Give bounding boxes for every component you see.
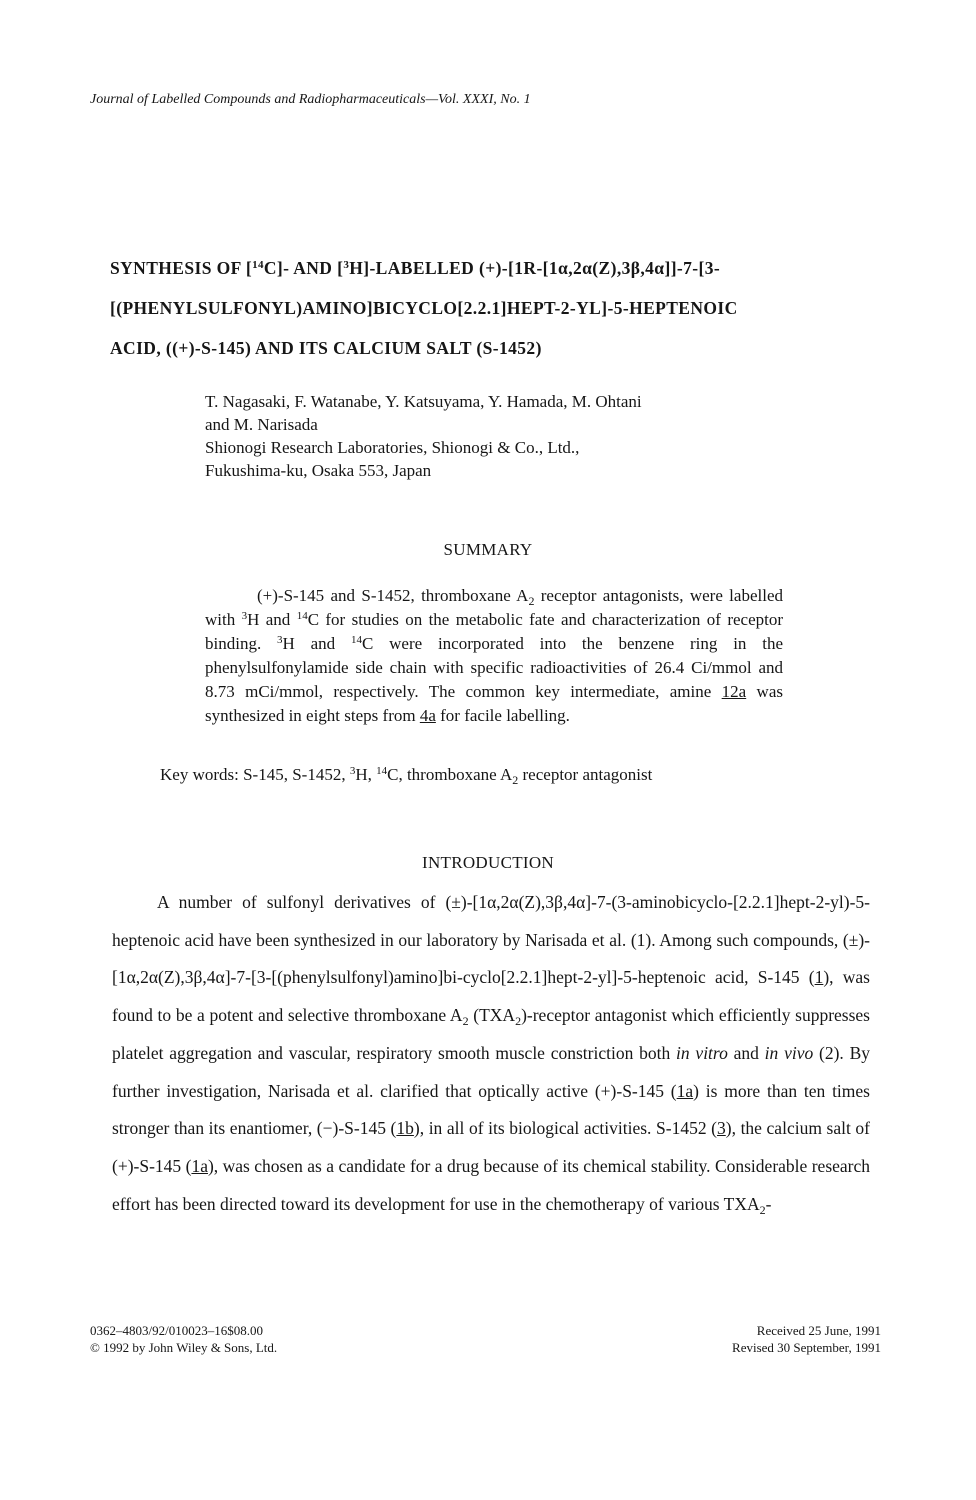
compound-ref: 4a: [419, 706, 436, 725]
introduction-paragraph: [112, 884, 870, 1223]
revised-date: Revised 30 September, 1991: [732, 1340, 881, 1355]
body-text: (2). By further investigation, Narisada et al. clarified that optically active (+)-S-145 (: [112, 1042, 870, 1101]
superscript: 14: [376, 765, 388, 777]
footer-publication-info: [90, 1322, 277, 1356]
summary-text: H and: [282, 634, 351, 653]
copyright-notice: © 1992 by John Wiley & Sons, Ltd.: [90, 1340, 278, 1355]
summary-paragraph: [205, 584, 783, 728]
superscript: 3: [241, 610, 248, 622]
body-text: )-receptor antagonist which efficiently suppresses platelet aggregation and vascular, respiratory smooth muscle constriction both: [112, 1005, 870, 1063]
received-date: Received 25 June, 1991: [756, 1323, 881, 1338]
subscript: 2: [462, 1014, 469, 1029]
subscript: 2: [759, 1202, 766, 1217]
publication-code: 0362–4803/92/010023–16$08.00: [90, 1323, 263, 1338]
italic-term: in vitro: [676, 1042, 728, 1063]
title-superscript: 3: [343, 259, 350, 271]
keywords: [160, 765, 652, 785]
summary-text: H and: [247, 610, 297, 629]
compound-ref: 3: [717, 1118, 726, 1139]
summary-abstract: [205, 584, 783, 728]
journal-header: Journal of Labelled Compounds and Radiopharmaceuticals—Vol. XXXI, No. 1: [90, 92, 531, 107]
body-text: A number of sulfonyl derivatives of (±)-[1α,2α(Z),3β,4α]-7-(3-aminobicyclo-[2.2.1]hept-2-yl)-5-heptenoic acid have been synthesized in our laboratory by Narisada et al. (1). Among such compounds, (±)-[1α,2α(Z),3β,4α]-7-[3-[(phenylsulfonyl)amino]bi-cyclo[2.2.1]hept-2-yl]-5-heptenoic acid, S-145 (: [112, 892, 870, 988]
body-text: ), the calcium salt of (+)-S-145 (: [112, 1118, 871, 1176]
superscript: 3: [349, 765, 356, 777]
keywords-text: Key words: S-145, S-1452,: [160, 765, 350, 784]
body-text: -: [765, 1193, 772, 1214]
summary-text: receptor antagonists, were labelled with: [205, 586, 783, 629]
compound-ref: 1: [814, 967, 824, 988]
body-text: and: [727, 1042, 765, 1063]
superscript: 3: [277, 634, 283, 646]
summary-heading: SUMMARY: [443, 540, 533, 559]
subscript: 2: [512, 773, 519, 787]
compound-ref: 1b: [396, 1118, 414, 1139]
title-superscript: 14: [252, 259, 264, 271]
compound-ref: 12a: [721, 682, 747, 701]
affiliation: Shionogi Research Laboratories, Shionogi & Co., Ltd.,: [205, 438, 580, 457]
title-line-2: [(PHENYLSULFONYL)AMINO]BICYCLO[2.2.1]HEPT-2-YL]-5-HEPTENOIC: [110, 298, 738, 318]
body-text: (TXA: [468, 1005, 516, 1026]
author-names-continued: and M. Narisada: [205, 415, 318, 434]
footer-dates: [732, 1322, 881, 1356]
subscript: 2: [528, 594, 535, 608]
introduction-body: [112, 884, 870, 1223]
title-line-1: [110, 248, 870, 288]
compound-ref: 1a: [676, 1080, 694, 1101]
body-text: ), was found to be a potent and selective thromboxane A: [112, 967, 870, 1026]
superscript: 14: [350, 634, 362, 646]
italic-term: in vivo: [764, 1042, 814, 1063]
affiliation-address: Fukushima-ku, Osaka 553, Japan: [205, 461, 432, 480]
paper-title: [110, 248, 870, 368]
summary-text: was synthesized in eight steps from: [205, 682, 783, 725]
compound-ref: 1a: [191, 1155, 208, 1176]
introduction-heading: INTRODUCTION: [421, 853, 555, 872]
title-text: C]- AND [: [263, 258, 344, 278]
author-block: [205, 390, 642, 482]
keywords-text: H,: [355, 765, 377, 784]
title-text: H]-LABELLED (+)-[1R-[1α,2α(Z),3β,4α]]-7-[3-: [349, 258, 721, 278]
keywords-text: C, thromboxane A: [387, 765, 513, 784]
summary-text: for facile labelling.: [435, 706, 570, 725]
body-text: ), was chosen as a candidate for a drug because of its chemical stability. Considerable research effort has been directed toward its development for use in the chemotherapy of various TXA: [112, 1155, 871, 1214]
title-text: SYNTHESIS OF [: [110, 258, 253, 278]
subscript: 2: [515, 1014, 522, 1029]
summary-text: (+)-S-145 and S-1452, thromboxane A: [257, 586, 529, 605]
summary-text: C for studies on the metabolic fate and characterization of receptor binding.: [205, 610, 784, 653]
author-names: T. Nagasaki, F. Watanabe, Y. Katsuyama, Y. Hamada, M. Ohtani: [205, 392, 642, 411]
body-text: ), in all of its biological activities. S-1452 (: [413, 1118, 718, 1139]
keywords-text: receptor antagonist: [518, 765, 653, 784]
body-text: ) is more than ten times stronger than its enantiomer, (−)-S-145 (: [112, 1080, 870, 1139]
title-line-3: ACID, ((+)-S-145) AND ITS CALCIUM SALT (S-1452): [110, 338, 542, 358]
summary-text: C were incorporated into the benzene ring in the phenylsulfonylamide side chain with specific radioactivities of 26.4 Ci/mmol and 8.73 mCi/mmol, respectively. The common key intermediate, amine: [205, 634, 784, 701]
superscript: 14: [296, 610, 308, 622]
